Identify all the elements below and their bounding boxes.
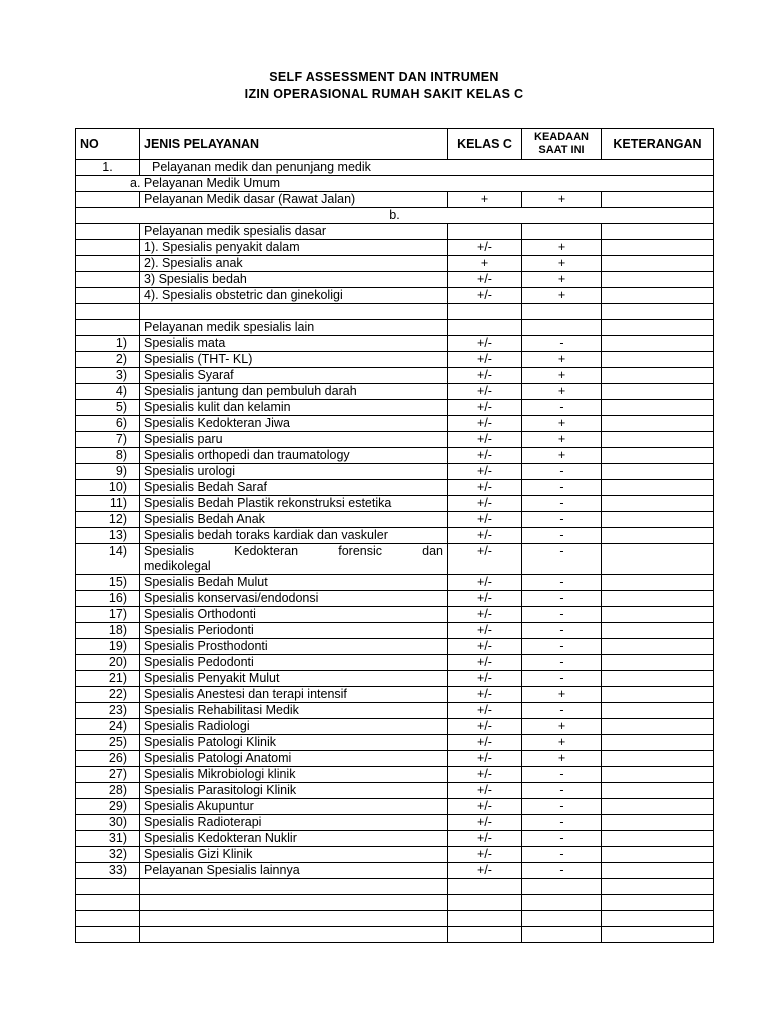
table-row [76,735,714,751]
row-kelas [448,911,522,927]
empty-row [76,895,714,911]
row-kelas: +/- [448,448,522,464]
table-row [76,464,714,480]
row-keadaan: - [522,496,602,512]
table-row [76,703,714,719]
row-label: Spesialis Prosthodonti [140,639,448,655]
row-label [140,895,448,911]
table-header-row [76,129,714,160]
row-kelas: +/- [448,544,522,575]
header-no: NO [76,129,140,160]
row-keterangan [602,528,714,544]
row-keterangan [602,767,714,783]
row-kelas: +/- [448,528,522,544]
table-row [76,751,714,767]
row-keadaan: - [522,544,602,575]
row-label: Spesialis konservasi/endodonsi [140,591,448,607]
row-kelas: +/- [448,735,522,751]
document-subtitle: IZIN OPERASIONAL RUMAH SAKIT KELAS C [244,87,524,101]
row-keadaan: - [522,671,602,687]
row-keadaan [522,911,602,927]
row-kelas: +/- [448,288,522,304]
row-no: 12) [76,512,140,528]
row-keadaan: + [522,240,602,256]
row-keterangan [602,384,714,400]
row-label: Spesialis Kedokteran Nuklir [140,831,448,847]
row-keadaan: - [522,863,602,879]
row-no: 33) [76,863,140,879]
row-no: 9) [76,464,140,480]
row-no: 18) [76,623,140,639]
row-keterangan [602,224,714,240]
row-label-line1: Spesialis Kedokteran forensic dan [144,544,443,558]
table-row [76,544,714,575]
subsection-row-b [76,208,714,224]
row-kelas: +/- [448,384,522,400]
row-no [76,288,140,304]
row-kelas: + [448,256,522,272]
row-keterangan [602,847,714,863]
table-row [76,400,714,416]
section-row [76,160,714,176]
section-label [140,160,714,176]
row-keterangan [602,623,714,639]
table-row [76,687,714,703]
row-kelas: +/- [448,623,522,639]
row-keadaan: - [522,575,602,591]
row-no [76,272,140,288]
row-label: Spesialis Radioterapi [140,815,448,831]
row-keterangan [602,368,714,384]
row-kelas [448,895,522,911]
row-keadaan: + [522,384,602,400]
table-row [76,767,714,783]
row-no: 16) [76,591,140,607]
row-keterangan [602,480,714,496]
table-row [76,575,714,591]
table-row [76,448,714,464]
row-keterangan [602,607,714,623]
table-row [76,368,714,384]
row-keadaan: - [522,767,602,783]
header-keadaan: KEADAAN SAAT INI [522,129,602,160]
row-no: 30) [76,815,140,831]
row-keterangan [602,416,714,432]
table-row [76,639,714,655]
row-keterangan [602,751,714,767]
row-keadaan: - [522,528,602,544]
row-keterangan [602,512,714,528]
row-keterangan [602,863,714,879]
row-keadaan: - [522,464,602,480]
row-no: 23) [76,703,140,719]
table-row [76,863,714,879]
row-label [140,927,448,943]
row-kelas [448,927,522,943]
subsection-row-a [76,176,714,192]
row-kelas: +/- [448,336,522,352]
row-keterangan [602,799,714,815]
assessment-table [75,128,714,943]
header-keterangan: KETERANGAN [602,129,714,160]
row-kelas [448,879,522,895]
row-label-line2: medikolegal [144,559,211,573]
row-kelas: +/- [448,687,522,703]
row-no: 2) [76,352,140,368]
row-kelas: +/- [448,719,522,735]
row-label: Spesialis Mikrobiologi klinik [140,767,448,783]
row-no: 19) [76,639,140,655]
subsection-b-label: b. [76,208,714,224]
row-label: Spesialis Kedokteran Jiwa [140,416,448,432]
row-kelas: +/- [448,639,522,655]
row-kelas [448,224,522,240]
table-row [76,496,714,512]
row-keadaan: - [522,847,602,863]
row-keadaan: + [522,352,602,368]
row-keadaan: - [522,831,602,847]
row-no [76,240,140,256]
row-kelas [448,304,522,320]
row-kelas: +/- [448,416,522,432]
table-row [76,320,714,336]
row-keterangan [602,783,714,799]
row-kelas: +/- [448,352,522,368]
row-keadaan: - [522,336,602,352]
row-kelas: +/- [448,240,522,256]
table-row [76,224,714,240]
row-keadaan: - [522,639,602,655]
row-keterangan [602,687,714,703]
row-keadaan: + [522,735,602,751]
row-keadaan: + [522,687,602,703]
row-label: 4). Spesialis obstetric dan ginekoligi [140,288,448,304]
row-no [76,224,140,240]
row-keterangan [602,448,714,464]
row-keterangan [602,544,714,575]
spesialis-dasar-title: Pelayanan medik spesialis dasar [140,224,448,240]
section-label-text: Pelayanan medik dan penunjang medik [152,160,371,174]
document-title: SELF ASSESSMENT DAN INTRUMEN [269,70,499,84]
table-row [76,671,714,687]
row-keadaan: + [522,751,602,767]
row-label: Spesialis Periodonti [140,623,448,639]
row-keadaan: - [522,607,602,623]
table-row [76,432,714,448]
row-keadaan: - [522,703,602,719]
row-keadaan: + [522,719,602,735]
table-row [76,512,714,528]
row-keadaan: - [522,783,602,799]
table-row [76,528,714,544]
row-kelas: +/- [448,751,522,767]
row-keterangan [602,336,714,352]
row-kelas: +/- [448,703,522,719]
row-no: 7) [76,432,140,448]
row-label: Spesialis Bedah Mulut [140,575,448,591]
row-no: 10) [76,480,140,496]
row-no: 29) [76,799,140,815]
row-no [76,256,140,272]
row-label: 2). Spesialis anak [140,256,448,272]
row-keterangan [602,639,714,655]
table-row [76,607,714,623]
row-no: 14) [76,544,140,575]
row-no [76,895,140,911]
row-label: Spesialis kulit dan kelamin [140,400,448,416]
empty-row [76,911,714,927]
row-keterangan [602,911,714,927]
row-kelas: +/- [448,400,522,416]
row-keadaan: + [522,368,602,384]
empty-row [76,879,714,895]
table-row [76,352,714,368]
row-keterangan [602,240,714,256]
row-keadaan [522,895,602,911]
row-label: Spesialis Gizi Klinik [140,847,448,863]
row-label: Pelayanan Spesialis lainnya [140,863,448,879]
row-kelas: +/- [448,368,522,384]
row-no: 28) [76,783,140,799]
row-keterangan [602,288,714,304]
spesialis-lain-title: Pelayanan medik spesialis lain [140,320,448,336]
row-keadaan [522,320,602,336]
row-keterangan [602,272,714,288]
row-label: Spesialis Patologi Anatomi [140,751,448,767]
empty-row [76,927,714,943]
row-no: 11) [76,496,140,512]
row-keterangan [602,496,714,512]
subsection-a-text: a. Pelayanan Medik Umum [130,176,281,190]
row-no: 1) [76,336,140,352]
row-keadaan: - [522,655,602,671]
row-keadaan: - [522,591,602,607]
row-keterangan [602,879,714,895]
row-label: Spesialis Syaraf [140,368,448,384]
row-kelas: +/- [448,655,522,671]
row-kelas: +/- [448,847,522,863]
table-row [76,240,714,256]
row-label: Spesialis Orthodonti [140,607,448,623]
row-kelas: +/- [448,432,522,448]
row-no: 4) [76,384,140,400]
empty-row [76,304,714,320]
row-label: Spesialis bedah toraks kardiak dan vaskuler [140,528,448,544]
row-no [76,320,140,336]
row-label: Pelayanan Medik dasar (Rawat Jalan) [140,192,448,208]
row-keadaan: - [522,512,602,528]
row-no: 3) [76,368,140,384]
row-no [76,927,140,943]
table-row [76,831,714,847]
table-row [76,192,714,208]
row-label: Spesialis (THT- KL) [140,352,448,368]
row-label: 1). Spesialis penyakit dalam [140,240,448,256]
row-keadaan [522,224,602,240]
table-row [76,336,714,352]
row-keterangan [602,703,714,719]
table-row [76,480,714,496]
row-label: Spesialis paru [140,432,448,448]
table-row [76,655,714,671]
row-label: 3) Spesialis bedah [140,272,448,288]
table-row [76,416,714,432]
row-keadaan: + [522,448,602,464]
table-row [76,288,714,304]
row-no: 27) [76,767,140,783]
row-kelas: +/- [448,607,522,623]
row-kelas: +/- [448,591,522,607]
row-label: Spesialis mata [140,336,448,352]
row-keadaan [522,304,602,320]
row-no: 17) [76,607,140,623]
row-keterangan [602,352,714,368]
row-no: 6) [76,416,140,432]
row-label: Spesialis urologi [140,464,448,480]
row-no: 31) [76,831,140,847]
row-keterangan [602,671,714,687]
row-keadaan [522,879,602,895]
row-keterangan [602,815,714,831]
table-row [76,847,714,863]
row-label: Spesialis Pedodonti [140,655,448,671]
row-keadaan: + [522,416,602,432]
row-label: Spesialis jantung dan pembuluh darah [140,384,448,400]
table-row [76,719,714,735]
row-keterangan [602,831,714,847]
table-row [76,783,714,799]
row-keterangan [602,591,714,607]
row-no: 15) [76,575,140,591]
row-kelas: + [448,192,522,208]
row-keterangan [602,927,714,943]
row-no [76,911,140,927]
row-keterangan [602,256,714,272]
row-keadaan: + [522,288,602,304]
row-label: Spesialis Bedah Anak [140,512,448,528]
row-label: Spesialis orthopedi dan traumatology [140,448,448,464]
table-row [76,799,714,815]
row-keterangan [602,735,714,751]
row-keadaan: + [522,432,602,448]
row-keadaan: - [522,815,602,831]
row-keterangan [602,895,714,911]
row-keadaan: + [522,272,602,288]
row-keterangan [602,575,714,591]
row-keterangan [602,464,714,480]
row-no: 5) [76,400,140,416]
header-kelas: KELAS C [448,129,522,160]
row-no: 24) [76,719,140,735]
row-keterangan [602,320,714,336]
row-label: Spesialis Patologi Klinik [140,735,448,751]
row-no [76,879,140,895]
table-row [76,623,714,639]
table-row [76,815,714,831]
table-row [76,272,714,288]
row-label: Spesialis Bedah Saraf [140,480,448,496]
row-kelas: +/- [448,512,522,528]
row-keadaan [522,927,602,943]
row-no: 8) [76,448,140,464]
row-label: Spesialis Radiologi [140,719,448,735]
row-keadaan: + [522,192,602,208]
row-kelas: +/- [448,831,522,847]
row-keterangan [602,304,714,320]
row-kelas: +/- [448,496,522,512]
row-label [140,911,448,927]
row-kelas: +/- [448,671,522,687]
row-keadaan: - [522,400,602,416]
section-no: 1. [76,160,140,176]
row-label: Spesialis Bedah Plastik rekonstruksi estetika [140,496,448,512]
row-label: Spesialis Penyakit Mulut [140,671,448,687]
row-label: Spesialis Rehabilitasi Medik [140,703,448,719]
row-keterangan [602,719,714,735]
subsection-label [76,176,714,192]
row-no: 13) [76,528,140,544]
row-keterangan [602,400,714,416]
row-kelas: +/- [448,863,522,879]
row-no: 21) [76,671,140,687]
row-kelas: +/- [448,815,522,831]
row-kelas [448,320,522,336]
row-kelas: +/- [448,575,522,591]
row-keterangan [602,192,714,208]
row-no: 26) [76,751,140,767]
row-no: 22) [76,687,140,703]
row-kelas: +/- [448,480,522,496]
row-label: Spesialis Anestesi dan terapi intensif [140,687,448,703]
row-label [140,879,448,895]
row-no [76,304,140,320]
row-label [140,544,448,575]
row-no: 20) [76,655,140,671]
row-no: 32) [76,847,140,863]
row-kelas: +/- [448,272,522,288]
table-row [76,384,714,400]
row-no [76,192,140,208]
row-kelas: +/- [448,464,522,480]
row-keadaan: + [522,256,602,272]
row-label [140,304,448,320]
row-kelas: +/- [448,767,522,783]
row-kelas: +/- [448,783,522,799]
row-keadaan: - [522,623,602,639]
row-keterangan [602,432,714,448]
row-kelas: +/- [448,799,522,815]
row-keterangan [602,655,714,671]
table-row [76,591,714,607]
row-keadaan: - [522,480,602,496]
row-no: 25) [76,735,140,751]
row-label: Spesialis Parasitologi Klinik [140,783,448,799]
table-row [76,256,714,272]
row-keadaan: - [522,799,602,815]
header-jenis-pelayanan: JENIS PELAYANAN [140,129,448,160]
row-label: Spesialis Akupuntur [140,799,448,815]
